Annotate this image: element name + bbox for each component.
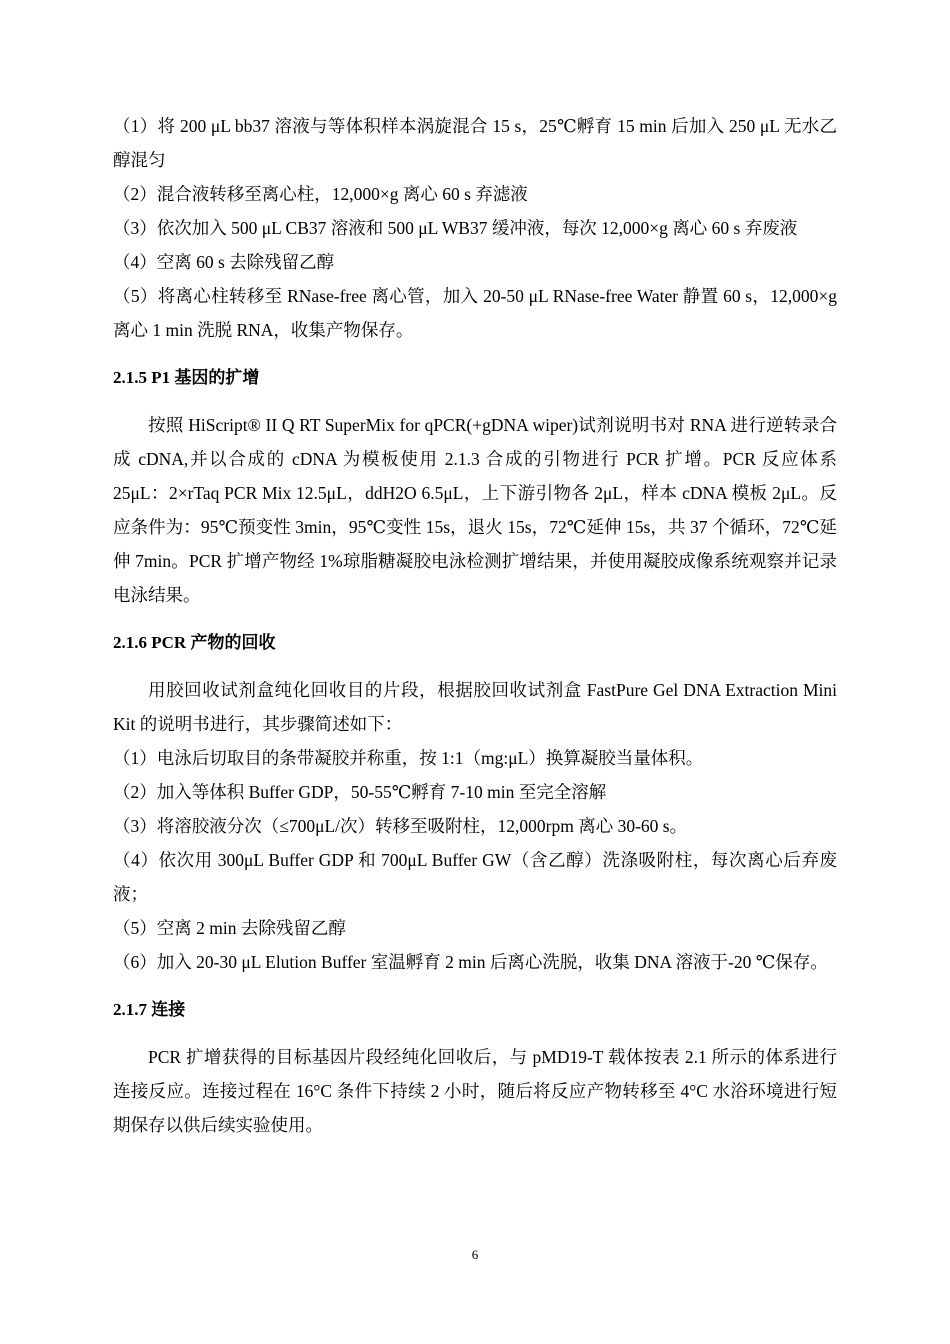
- step-2: （2）加入等体积 Buffer GDP，50-55℃孵育 7-10 min 至完全溶解: [113, 782, 607, 802]
- step-1: （1）电泳后切取目的条带凝胶并称重，按 1:1（mg:μL）换算凝胶当量体积。: [113, 748, 704, 768]
- step-3: （3）将溶胶液分次（≤700μL/次）转移至吸附柱，12,000rpm 离心 30-60 s。: [113, 816, 688, 836]
- step-4: （4）空离 60 s 去除残留乙醇: [113, 252, 335, 272]
- section-paragraph: PCR 扩增获得的目标基因片段经纯化回收后，与 pMD19-T 载体按表 2.1 所示的体系进行连接反应。连接过程在 16°C 条件下持续 2 小时，随后将反应产物转移至 4°C 水浴环境进行短期保存以供后续实验使用。: [113, 1047, 837, 1135]
- step-2: （2）混合液转移至离心柱，12,000×g 离心 60 s 弃滤液: [113, 184, 528, 204]
- section-paragraph: 按照 HiScript® II Q RT SuperMix for qPCR(+gDNA wiper)试剂说明书对 RNA 进行逆转录合成 cDNA,并以合成的 cDNA 为模板使用 2.1.3 合成的引物进行 PCR 扩增。PCR 反应体系 25μL：2×rTaq PCR Mix 12.5μL，ddH2O 6.5μL，上下游引物各 2μL，样本 cDNA 模板 2μL。反应条件为：95℃预变性 3min，95℃变性 15s，退火 15s，72℃延伸 15s，共 37 个循环，72℃延伸 7min。PCR 扩增产物经 1%琼脂糖凝胶电泳检测扩增结果，并使用凝胶成像系统观察并记录电泳结果。: [113, 415, 837, 605]
- step-1: （1）将 200 μL bb37 溶液与等体积样本涡旋混合 15 s，25℃孵育 15 min 后加入 250 μL 无水乙醇混匀: [113, 116, 837, 170]
- step-4: （4）依次用 300μL Buffer GDP 和 700μL Buffer GW（含乙醇）洗涤吸附柱，每次离心后弃废液；: [113, 850, 837, 904]
- section-heading-2-1-7: 2.1.7 连接: [113, 1000, 186, 1019]
- step-5: （5）空离 2 min 去除残留乙醇: [113, 918, 346, 938]
- section-heading-2-1-6: 2.1.6 PCR 产物的回收: [113, 633, 276, 652]
- document-page: [113, 109, 837, 1142]
- step-5: （5）将离心柱转移至 RNase-free 离心管，加入 20-50 μL RNase-free Water 静置 60 s，12,000×g 离心 1 min 洗脱 RNA，收集产物保存。: [113, 286, 837, 340]
- page-number: 6: [471, 1247, 479, 1262]
- step-6: （6）加入 20-30 μL Elution Buffer 室温孵育 2 min 后离心洗脱，收集 DNA 溶液于-20 ℃保存。: [113, 952, 828, 972]
- section-heading-2-1-5: 2.1.5 P1 基因的扩增: [113, 368, 260, 387]
- step-3: （3）依次加入 500 μL CB37 溶液和 500 μL WB37 缓冲液，每次 12,000×g 离心 60 s 弃废液: [113, 218, 798, 238]
- section-paragraph: 用胶回收试剂盒纯化回收目的片段，根据胶回收试剂盒 FastPure Gel DNA Extraction Mini Kit 的说明书进行，其步骤简述如下：: [113, 680, 837, 734]
